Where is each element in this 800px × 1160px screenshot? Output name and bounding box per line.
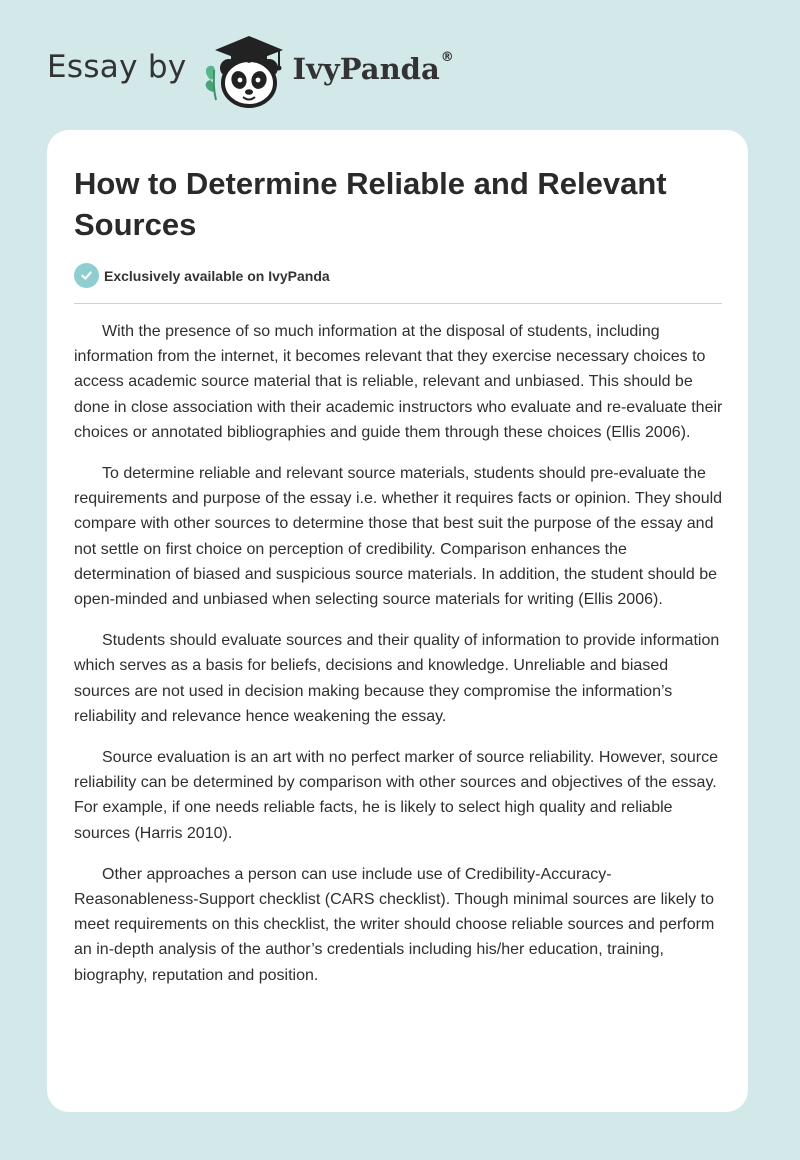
title-divider xyxy=(74,303,722,304)
registered-mark: ® xyxy=(440,50,454,65)
paragraph: Source evaluation is an art with no perfect marker of source reliability. However, source reliability can be determined by comparison with other sources and objectives of the essay. For example, if one needs reliable facts, he is likely to select high quality and reliable sources (Harris 2010). xyxy=(74,749,718,842)
essay-body xyxy=(74,319,728,1004)
paragraph: To determine reliable and relevant source materials, students should pre-evaluate the requirements and purpose of the essay i.e. whether it requires facts or opinion. They should compare with other sources to determine those that best suit the purpose of the essay and not settle on first choice on perception of credibility. Comparison enhances the determination of biased and suspicious source materials. In addition, the student should be open-minded and unbiased when selecting source materials for writing (Ellis 2006). xyxy=(74,465,723,609)
site-header-brand[interactable] xyxy=(47,30,454,110)
check-icon xyxy=(74,263,99,288)
paragraph: With the presence of so much information at the disposal of students, including information from the internet, it becomes relevant that they exercise necessary choices to access academic source material that is reliable, relevant and unbiased. This should be done in close association with their academic instructors who evaluate and re-evaluate their choices or annotated bibliographies and guide them through these choices (Ellis 2006). xyxy=(74,323,723,441)
brand-prefix: Essay by xyxy=(47,49,187,85)
essay-title: How to Determine Reliable and Relevant Sources xyxy=(74,166,667,242)
exclusive-badge xyxy=(74,263,330,288)
exclusive-badge-label: Exclusively available on IvyPanda xyxy=(104,267,330,284)
essay-card xyxy=(47,130,748,1112)
paragraph: Students should evaluate sources and their quality of information to provide information which serves as a basis for beliefs, decisions and knowledge. Unreliable and biased sources are not used in decision making because they compromise the information’s reliability and relevance hence weakening the essay. xyxy=(74,632,720,725)
paragraph: Other approaches a person can use include use of Credibility-Accuracy-Reasonableness-Support checklist (CARS checklist). Though minimal sources are likely to meet requirements on this checklist, the writer should choose reliable sources and perform an in-depth analysis of the author’s credentials including his/her education, training, biography, reputation and position. xyxy=(74,865,715,984)
panda-logo-icon xyxy=(201,30,289,110)
brand-name: IvyPanda® xyxy=(292,50,454,86)
